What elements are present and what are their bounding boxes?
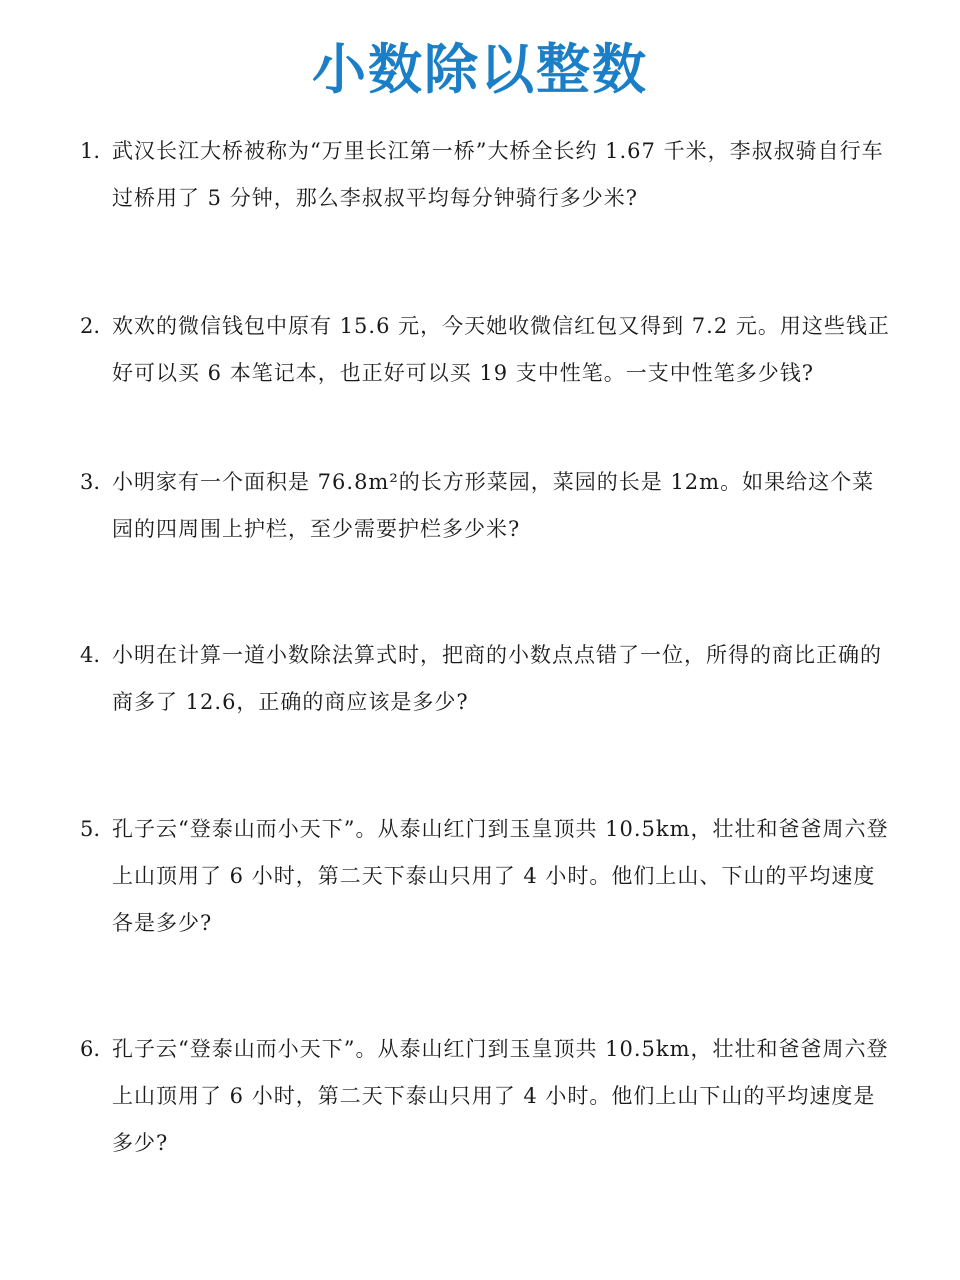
question-item [80,459,890,553]
question-number: 5. [80,817,101,841]
question-item [80,128,890,222]
question-text: 小明家有一个面积是 76.8m²的长方形菜园，菜园的长是 12m。如果给这个菜园的四周围上护栏，至少需要护栏多少米? [112,470,875,541]
question-text: 孔子云“登泰山而小天下”。从泰山红门到玉皇顶共 10.5km，壮壮和爸爸周六登上山顶用了 6 小时，第二天下泰山只用了 4 小时。他们上山、下山的平均速度各是多少? [112,817,889,935]
question-item [80,303,890,397]
question-number: 1. [80,139,101,163]
page-title: 小数除以整数 [312,38,648,101]
question-text: 欢欢的微信钱包中原有 15.6 元，今天她收微信红包又得到 7.2 元。用这些钱正好可以买 6 本笔记本，也正好可以买 19 支中性笔。一支中性笔多少钱? [112,314,890,385]
question-text: 武汉长江大桥被称为“万里长江第一桥”大桥全长约 1.67 千米，李叔叔骑自行车过桥用了 5 分钟，那么李叔叔平均每分钟骑行多少米? [112,139,884,210]
question-number: 6. [80,1037,101,1061]
question-item [80,806,890,947]
question-item [80,632,890,726]
question-number: 2. [80,314,101,338]
question-number: 4. [80,643,101,667]
question-text: 孔子云“登泰山而小天下”。从泰山红门到玉皇顶共 10.5km，壮壮和爸爸周六登上山顶用了 6 小时，第二天下泰山只用了 4 小时。他们上山下山的平均速度是多少? [112,1037,889,1155]
question-text: 小明在计算一道小数除法算式时，把商的小数点点错了一位，所得的商比正确的商多了 12.6，正确的商应该是多少? [112,643,882,714]
question-item [80,1026,890,1167]
question-number: 3. [80,470,101,494]
